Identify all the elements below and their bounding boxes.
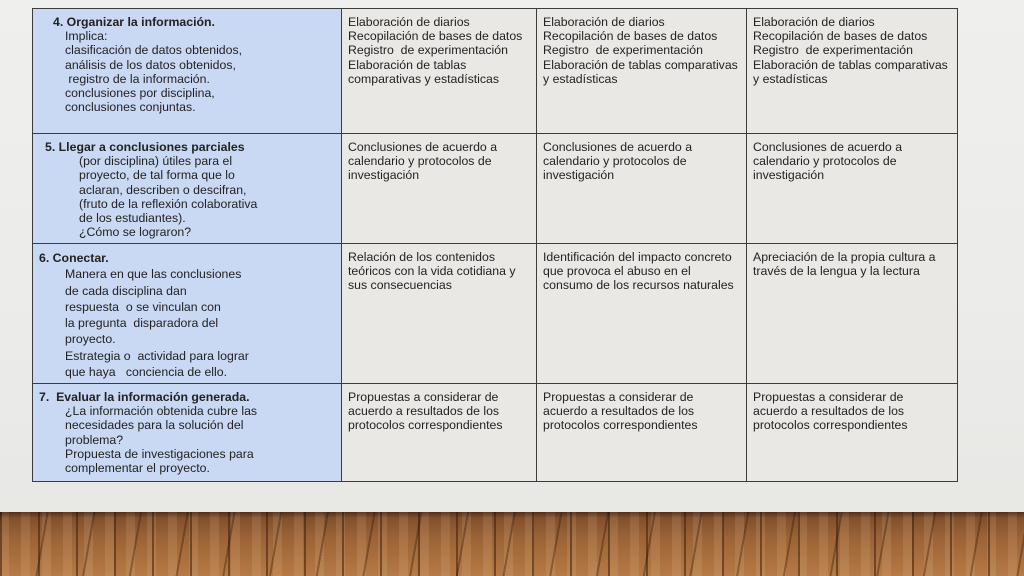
table-row [33, 384, 958, 482]
cell-text: Relación de los contenidos teóricos con la vida cotidiana y sus consecuencias [348, 250, 519, 293]
step-line: que haya conciencia de ello. [65, 365, 228, 380]
step-line: Manera en que las conclusiones [65, 267, 242, 282]
step-line: proyecto, de tal forma que lo [79, 168, 235, 183]
cell-text: Conclusiones de acuerdo a calendario y protocolos de investigación [753, 140, 906, 183]
step-line: de cada disciplina dan [65, 283, 187, 298]
step-line: (fruto de la reflexión colaborativa [79, 196, 258, 211]
step-title: 7. Evaluar la información generada. [39, 390, 250, 404]
step-line: la pregunta disparadora del [65, 316, 219, 331]
step-line: clasificación de datos obtenidos, [65, 43, 243, 58]
table-cell [747, 134, 958, 244]
table-cell [537, 134, 747, 244]
step-line: Estrategia o actividad para lograr [65, 348, 249, 363]
step-line: ¿La información obtenida cubre las [65, 404, 258, 419]
table-row [33, 9, 958, 134]
table-cell [342, 134, 537, 244]
cell-text: Propuestas a considerar de acuerdo a resultados de los protocolos correspondientes [543, 390, 698, 433]
step-cell [33, 9, 342, 134]
step-line: proyecto. [65, 332, 116, 347]
cell-text: Elaboración de diarios Recopilación de bases de datos Registro de experimentación Elaboración de tablas comparativas y estadísticas [753, 15, 948, 86]
step-cell [33, 244, 342, 384]
step-line: (por disciplina) útiles para el [79, 154, 233, 169]
wood-floor [0, 512, 1024, 576]
step-line: complementar el proyecto. [65, 461, 210, 476]
table-cell [537, 384, 747, 482]
step-line: Propuesta de investigaciones para [65, 446, 254, 461]
step-line: registro de la información. [65, 71, 210, 86]
step-cell [33, 134, 342, 244]
table-row [33, 244, 958, 384]
step-title: 5. Llegar a conclusiones parciales [45, 140, 245, 154]
step-line: conclusiones conjuntas. [65, 100, 196, 115]
cell-text: Propuestas a considerar de acuerdo a resultados de los protocolos correspondientes [753, 390, 908, 433]
cell-text: Conclusiones de acuerdo a calendario y protocolos de investigación [348, 140, 501, 183]
table-cell [342, 9, 537, 134]
cell-text: Elaboración de diarios Recopilación de bases de datos Registro de experimentación Elaboración de tablas comparativas y estadísticas [543, 15, 738, 86]
cell-text: Conclusiones de acuerdo a calendario y protocolos de investigación [543, 140, 696, 183]
step-line: necesidades para la solución del [65, 418, 244, 433]
step-cell [33, 384, 342, 482]
cell-text: Propuestas a considerar de acuerdo a resultados de los protocolos correspondientes [348, 390, 503, 433]
cell-text: Identificación del impacto concreto que provoca el abuso en el consumo de los recursos naturales [543, 250, 736, 293]
step-line: Implica: [65, 29, 108, 44]
project-table [32, 8, 958, 482]
cell-text: Elaboración de diarios Recopilación de bases de datos Registro de experimentación Elaboración de tablas comparativas y estadísticas [348, 15, 523, 86]
step-line: conclusiones por disciplina, [65, 86, 215, 101]
table-cell [537, 244, 747, 384]
step-line: problema? [65, 432, 124, 447]
step-line: ¿Cómo se lograron? [79, 225, 192, 240]
step-line: de los estudiantes). [79, 211, 186, 226]
step-line: respuesta o se vinculan con [65, 299, 221, 314]
table-cell [747, 384, 958, 482]
cell-text: Apreciación de la propia cultura a través de la lengua y la lectura [753, 250, 939, 279]
table-cell [537, 9, 747, 134]
table-row [33, 134, 958, 244]
table-cell [342, 384, 537, 482]
step-line: aclaran, describen o descifran, [79, 182, 247, 197]
step-title: 4. Organizar la información. [53, 15, 215, 29]
step-title: 6. Conectar. [39, 251, 109, 265]
step-line: análisis de los datos obtenidos, [65, 57, 236, 72]
table-cell [747, 9, 958, 134]
table-cell [342, 244, 537, 384]
table-cell [747, 244, 958, 384]
